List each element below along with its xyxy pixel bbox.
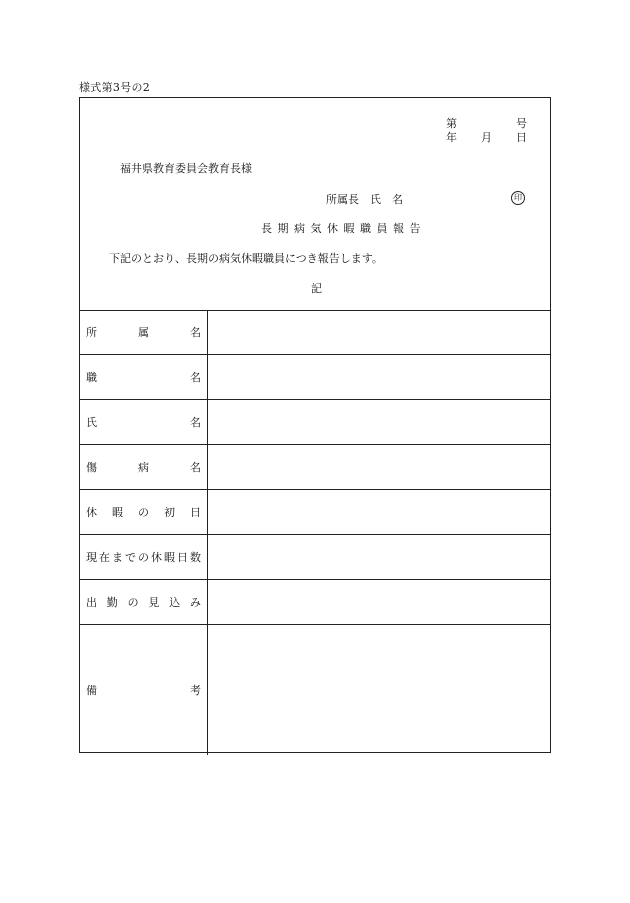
table-row xyxy=(80,490,550,535)
statement: 下記のとおり、長期の病気休暇職員につき報告します。 xyxy=(109,252,383,265)
date-day: 日 xyxy=(516,131,527,144)
table-row xyxy=(80,535,550,580)
row-label-cell xyxy=(80,445,208,489)
seal-mark: 印 xyxy=(511,191,525,205)
addressee: 福井県教育委員会教育長様 xyxy=(120,162,252,175)
row-value-cell[interactable] xyxy=(208,355,550,399)
number-prefix: 第 xyxy=(446,117,457,130)
row-label: 職 名 xyxy=(86,371,201,384)
row-label-cell xyxy=(80,580,208,624)
document-number xyxy=(446,115,526,129)
report-form xyxy=(79,97,551,753)
table-row xyxy=(80,445,550,490)
row-label: 備 考 xyxy=(86,684,201,697)
document-date xyxy=(446,129,526,143)
ki-mark: 記 xyxy=(311,282,322,295)
row-label-cell xyxy=(80,625,208,755)
date-month: 月 xyxy=(481,131,492,144)
row-value-cell[interactable] xyxy=(208,580,550,624)
table-row xyxy=(80,355,550,400)
form-code: 様式第3号の2 xyxy=(79,81,151,94)
table-row xyxy=(80,400,550,445)
row-value-cell[interactable] xyxy=(208,535,550,579)
row-label: 傷 病 名 xyxy=(86,461,201,474)
row-label-cell xyxy=(80,400,208,444)
number-suffix: 号 xyxy=(516,117,527,130)
row-value-cell[interactable] xyxy=(208,625,550,755)
row-value-cell[interactable] xyxy=(208,400,550,444)
form-title: 長期病気休暇職員報告 xyxy=(261,222,426,235)
row-label: 氏 名 xyxy=(86,416,201,429)
report-table xyxy=(80,310,550,755)
date-year: 年 xyxy=(446,131,457,144)
row-label: 出 勤 の 見 込 み xyxy=(86,596,201,609)
row-label: 現 在 ま で の 休 暇 日 数 xyxy=(86,551,201,564)
table-row xyxy=(80,310,550,355)
row-label-cell xyxy=(80,355,208,399)
row-label-cell xyxy=(80,535,208,579)
form-header xyxy=(80,98,550,311)
row-value-cell[interactable] xyxy=(208,490,550,534)
signer-label: 所属長 氏 名 xyxy=(326,193,403,206)
row-label-cell xyxy=(80,310,208,354)
row-label: 休 暇 の 初 日 xyxy=(86,506,201,519)
table-row xyxy=(80,580,550,625)
row-label: 所 属 名 xyxy=(86,326,201,339)
row-value-cell[interactable] xyxy=(208,310,550,354)
row-value-cell[interactable] xyxy=(208,445,550,489)
row-label-cell xyxy=(80,490,208,534)
table-row xyxy=(80,625,550,755)
